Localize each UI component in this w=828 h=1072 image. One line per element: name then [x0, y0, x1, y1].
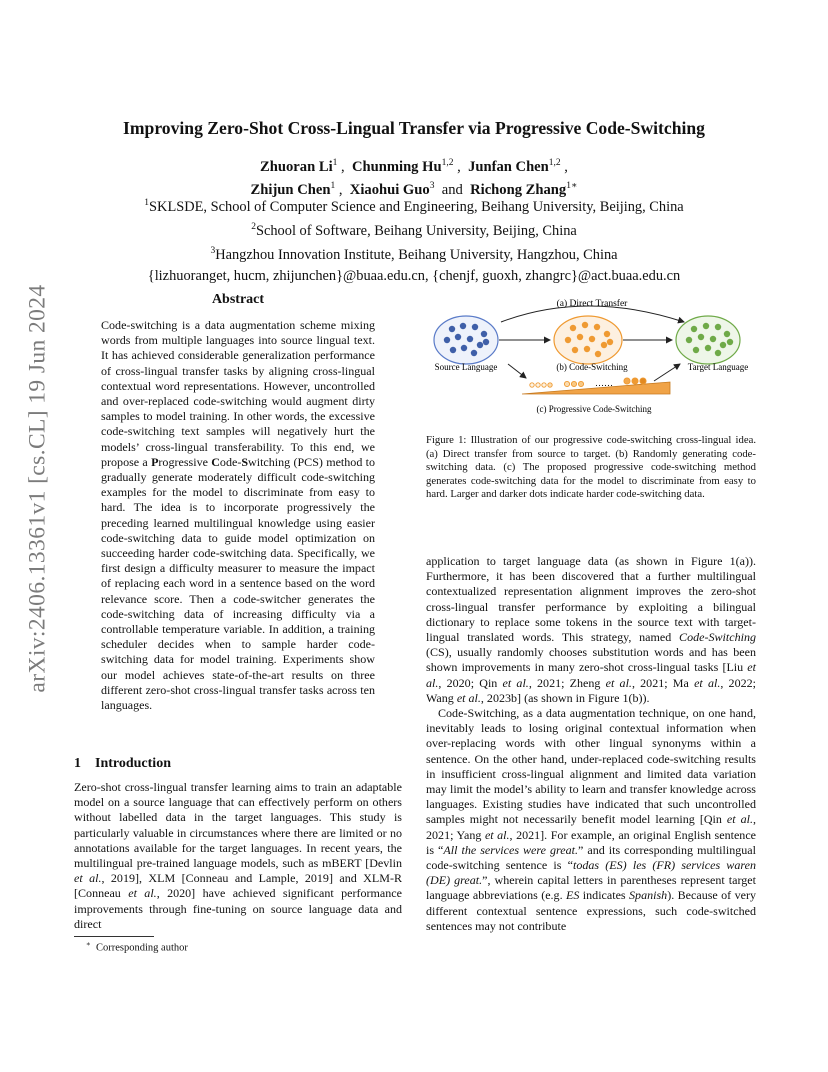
- affiliation: $^3$Hangzhou Innovation Institute, Beihang University, Hangzhou, China: [210, 246, 618, 264]
- figure-1-caption: Figure 1: Illustration of our progressive code-switching cross-lingual idea. (a) Direct transfer from source to target. (b) Randomly generating code-switching data. (c) The proposed progressive code-switching method generates code-switching data for the model to discriminate from easy to hard. Larger and darker dots indicate harder code-switching data.: [426, 434, 756, 500]
- arrow-to-progressive: [508, 364, 526, 378]
- author-affil-mark: 1: [330, 180, 336, 191]
- arrow-progressive-to-target: [654, 364, 680, 381]
- author-name: Zhijun Chen: [250, 181, 331, 198]
- code-switching-label: (b) Code-Switching: [556, 362, 628, 372]
- figure-1-diagram: [426, 296, 756, 420]
- author-line-2: Zhijun Chen$^1$ , Xiaohui Guo$^3$ and Richong Zhang$^{1∗}$: [250, 180, 578, 198]
- footnote-rule: [74, 936, 154, 937]
- abstract-body: Code-switching is a data augmentation scheme mixing words from multiple languages into source lingual text. It has achieved considerable generalization performance of cross-lingual transfer tasks by aligning cross-lingual contextual word representations. However, uncontrolled and over-replaced code-switching would augment dirty samples to model training. In other words, the excessive code-switching text samples will negatively hurt the models’ cross-lingual transferability. To this end, we propose a Progressive Code-Switching (PCS) method to gradually generate moderately difficult code-switching examples for the model to discriminate from easy to hard. The idea is to incorporate progressively the preceding learned multilingual knowledge using easier code-switching data to guide model optimization on succeeding harder code-switching data. Specifically, we first design a difficulty measurer to measure the impact of replacing each word in a sentence based on the word relevance score. Then a code-switcher generates the code-switching data of increasing difficulty via a controllable temperature variable. In addition, a training scheduler decides when to sample harder code-switching data for model training. Experiments show our model achieves state-of-the-art results on three different zero-shot cross-lingual transfer tasks across ten languages.: [101, 318, 376, 713]
- author-line-1: Zhuoran Li$^1$ , Chunming Hu$^{1,2}$ , Junfan Chen$^{1,2}$ ,: [260, 158, 568, 175]
- author-affil-mark: 1,2: [548, 158, 561, 168]
- direct-transfer-label: (a) Direct Transfer: [556, 299, 628, 309]
- progressive-label: (c) Progressive Code-Switching: [536, 404, 652, 414]
- section-heading-introduction: 1 Introduction: [74, 756, 171, 771]
- author-name: Junfan Chen: [468, 158, 549, 175]
- affiliation: $^1$SKLSDE, School of Computer Science and Engineering, Beihang University, Beijing, China: [144, 198, 684, 215]
- source-language-label: Source Language: [434, 362, 498, 372]
- figure-1: [426, 296, 756, 420]
- author-name: Xiaohui Guo: [349, 181, 430, 198]
- author-and: and: [441, 181, 463, 198]
- author-affil-mark: 1∗: [566, 180, 578, 191]
- introduction-body: Zero-shot cross-lingual transfer learning aims to train an adaptable model on a source language that can effectively perform on others without labelled data in the target languages. This study is particularly valuable in circumstances where there are limited or no annotations available for the target languages. In recent years, the multilingual pre-trained language models, such as mBERT [Devlin et al., 2019], XLM [Conneau and Lample, 2019] and XLM-R [Conneau et al., 2020] have achieved significant performance improvements through fine-tuning on source language data and direct: [74, 780, 402, 931]
- author-affil-mark: 3: [429, 180, 435, 191]
- progressive-ellipsis: ……: [595, 378, 613, 388]
- author-name: Chunming Hu: [351, 158, 442, 175]
- author-name: Zhuoran Li: [260, 158, 333, 175]
- author-affil-mark: 1,2: [441, 158, 454, 168]
- paragraph: Code-Switching, as a data augmentation technique, on one hand, inevitably leads to losing original contextual information when over-replacing words with other lingual synonyms within a sentence. On the other hand, under-replaced code-switching results in insufficient cross-lingual alignment and limited data variation may limit the model’s ability to learn and transfer knowledge across languages. Existing studies have indicated that such uncontrolled samples might not necessarily benefit model learning [Qin et al., 2021; Yang et al., 2021]. For example, an original English sentence is “All the services were great.” and its corresponding multilingual code-switching sentence is “todas (ES) les (FR) services waren (DE) great.”, wherein capital letters in parentheses represent target language abbreviations (e.g. ES indicates Spanish). Because of very different contextual sentence expressions, such code-switched sentences may not contribute: [426, 706, 757, 933]
- arxiv-stamp-text: arXiv:2406.13361v1 [cs.CL] 19 Jun 2024: [24, 283, 51, 693]
- author-affil-mark: 1: [332, 158, 338, 168]
- abstract-heading: Abstract: [211, 292, 265, 307]
- paragraph: application to target language data (as shown in Figure 1(a)). Furthermore, it has been discovered that a further multilingual contextualized representation alignment improves the zero-shot cross-lingual transfer performance by exploiting a bilingual dictionary to replace some tokens in the source text with target-lingual translated words. This strategy, named Code-Switching (CS), usually randomly chooses substitution words and has been shown improvements in many zero-shot cross-lingual tasks [Liu et al., 2020; Qin et al., 2021; Zheng et al., 2021; Ma et al., 2022; Wang et al., 2023b] (as shown in Figure 1(b)).: [426, 554, 756, 705]
- paper-title: Improving Zero-Shot Cross-Lingual Transfer via Progressive Code-Switching: [123, 118, 705, 138]
- right-column-body: [426, 554, 756, 934]
- email-list: {lizhuoranget, hucm, zhijunchen}@buaa.edu.cn, {chenjf, guoxh, zhangrc}@act.buaa.edu.cn: [147, 267, 681, 284]
- affiliation: $^2$School of Software, Beihang University, Beijing, China: [251, 222, 577, 239]
- target-language-label: Target Language: [687, 362, 749, 372]
- arxiv-stamp: [18, 283, 58, 693]
- author-name: Richong Zhang: [470, 181, 567, 198]
- footnote: ∗ Corresponding author: [86, 940, 188, 954]
- affiliations: [60, 193, 768, 286]
